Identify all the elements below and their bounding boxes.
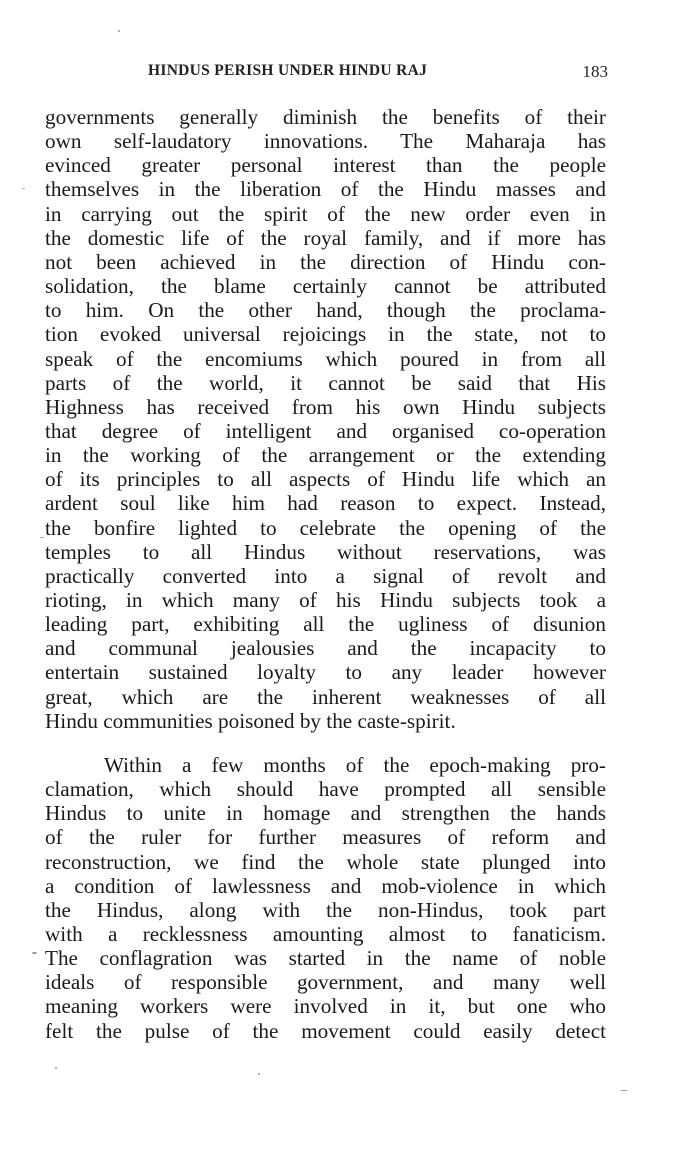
text-line: temples to all Hindus without reservations, was — [45, 539, 606, 564]
text-line: with a recklessness amounting almost to fanaticism. — [45, 921, 606, 946]
text-line: in the working of the arrangement or the extending — [45, 443, 606, 468]
scan-speck — [620, 1090, 628, 1091]
text-line: themselves in the liberation of the Hindu masses and — [45, 177, 606, 202]
running-title: HINDUS PERISH UNDER HINDU RAJ — [148, 62, 428, 79]
text-line: clamation, which should have prompted all sensible — [45, 777, 606, 802]
text-line: of its principles to all aspects of Hindu life which an — [45, 467, 606, 492]
text-line: speak of the encomiums which poured in from all — [45, 346, 606, 371]
scan-speck — [118, 30, 120, 32]
text-line: leading part, exhibiting all the ugliness of disunion — [45, 612, 606, 637]
text-line: governments generally diminish the benefits of their — [45, 105, 606, 129]
text-line: Within a few months of the epoch-making pro- — [104, 752, 606, 777]
text-line: Hindu communities poisoned by the caste-spirit. — [45, 708, 456, 733]
page-number: 183 — [582, 62, 608, 81]
text-line: not been achieved in the direction of Hindu con- — [45, 249, 606, 274]
text-line: a condition of lawlessness and mob-violence in which — [45, 873, 606, 898]
text-line: parts of the world, it cannot be said that His — [45, 370, 606, 395]
text-line: tion evoked universal rejoicings in the state, not to — [45, 322, 606, 347]
scan-speck — [32, 952, 37, 954]
scan-speck — [55, 1067, 57, 1069]
text-line: reconstruction, we find the whole state plunged into — [45, 849, 606, 874]
text-line: rioting, in which many of his Hindu subjects took a — [45, 588, 606, 612]
text-line: great, which are the inherent weaknesses of all — [45, 684, 606, 709]
text-line: the bonfire lighted to celebrate the opening of the — [45, 515, 606, 540]
text-line: the domestic life of the royal family, and if more has — [45, 225, 606, 250]
running-head — [148, 62, 608, 86]
scan-speck — [40, 537, 44, 538]
text-line: that degree of intelligent and organised co-operation — [45, 418, 606, 443]
text-line: evinced greater personal interest than the people — [45, 153, 606, 178]
text-line: in carrying out the spirit of the new order even in — [45, 201, 606, 226]
text-line: Highness has received from his own Hindu subjects — [45, 394, 606, 419]
text-line: and communal jealousies and the incapacity to — [45, 636, 606, 661]
text-line: ideals of responsible government, and many well — [45, 970, 606, 995]
text-line: own self-laudatory innovations. The Maharaja has — [45, 129, 606, 154]
text-line: solidation, the blame certainly cannot be attributed — [45, 274, 606, 299]
text-line: felt the pulse of the movement could easily detect — [45, 1018, 606, 1043]
text-line: the Hindus, along with the non-Hindus, took part — [45, 897, 606, 922]
text-line: Hindus to unite in homage and strengthen the hands — [45, 801, 606, 826]
text-line: entertain sustained loyalty to any leader however — [45, 660, 606, 685]
scan-speck — [258, 1073, 260, 1075]
text-line: of the ruler for further measures of reform and — [45, 825, 606, 850]
text-line: to him. On the other hand, though the proclama- — [45, 298, 606, 323]
text-line: The conflagration was started in the name of noble — [45, 946, 606, 971]
text-line: practically converted into a signal of revolt and — [45, 563, 606, 588]
text-line: ardent soul like him had reason to expect. Instead, — [45, 491, 606, 516]
text-line: meaning workers were involved in it, but one who — [45, 994, 606, 1019]
scan-speck — [22, 188, 25, 189]
